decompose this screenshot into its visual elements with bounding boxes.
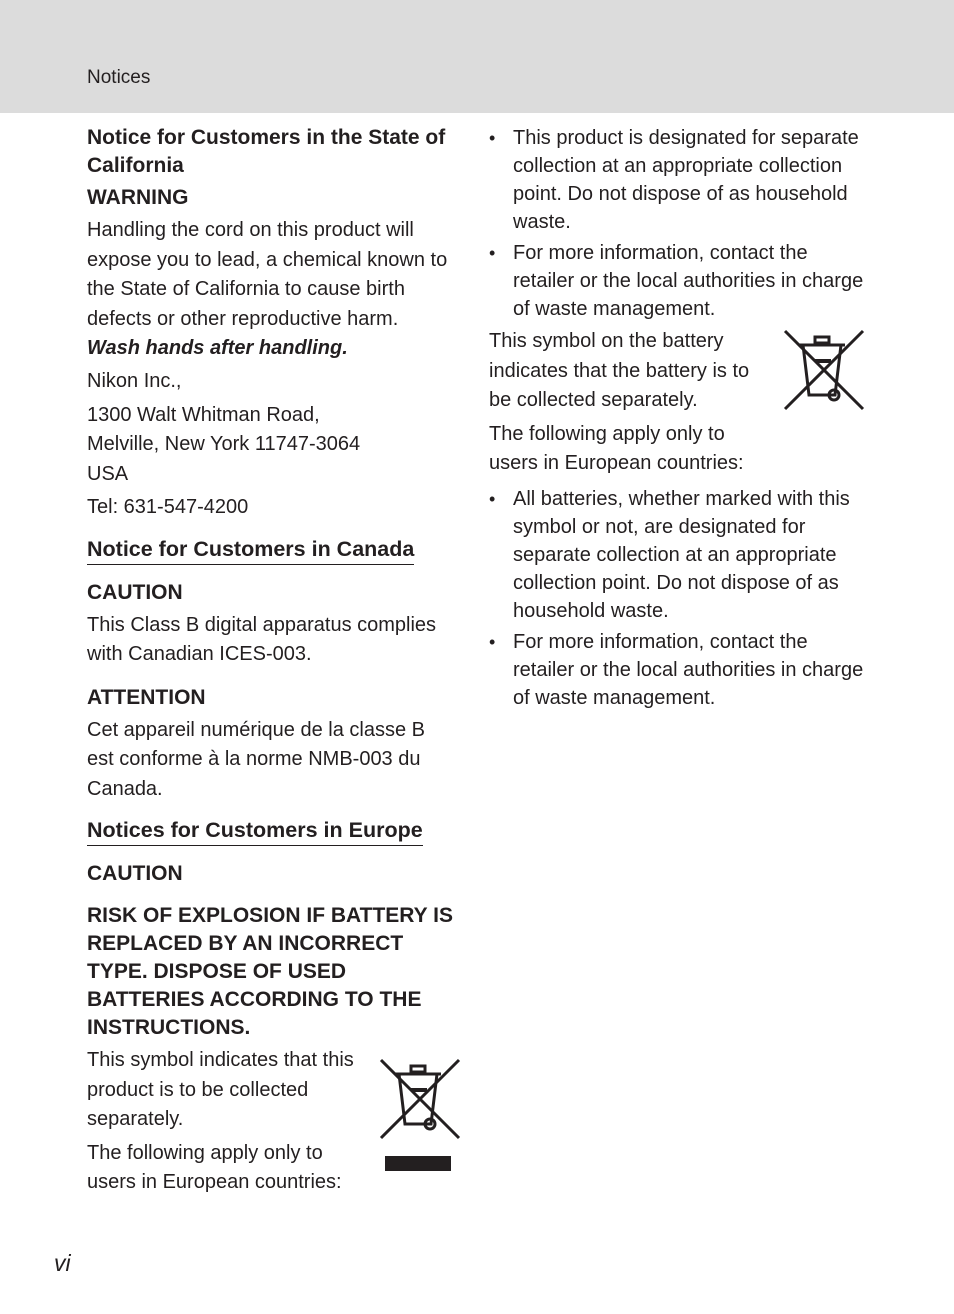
attention-label: ATTENTION (87, 685, 206, 709)
list-item: • For more information, contact the retailer or the local authorities in charge of waste management. (489, 628, 869, 712)
address-line-2: Melville, New York 11747-3064 (87, 433, 361, 455)
address-line-1: 1300 Walt Whitman Road, (87, 403, 320, 426)
crossed-out-wheeled-bin-icon (781, 329, 867, 415)
california-heading: Notice for Customers in the State of California (87, 126, 446, 177)
battery-symbol-text: This symbol on the battery indicates that the battery is to be collected separately. (489, 330, 750, 411)
attention-text: Cet appareil numérique de la classe B est conforme à la norme NMB-003 du Canada. (87, 718, 425, 800)
canada-caution-text: This Class B digital apparatus complies with Canadian ICES-003. (87, 613, 437, 665)
company-name: Nikon Inc., (87, 370, 182, 392)
right-column (489, 124, 869, 715)
left-column (87, 124, 467, 1196)
crossed-out-wheeled-bin-icon (377, 1058, 463, 1174)
wash-hands-text: Wash hands after handling. (87, 337, 348, 359)
product-apply-text: The following apply only to users in European countries: (87, 1141, 342, 1193)
bullet-icon: • (489, 128, 496, 148)
battery-bullet-list (489, 485, 869, 712)
header-band (0, 0, 954, 113)
product-symbol-block (87, 1046, 467, 1196)
page-number: vi (54, 1250, 71, 1276)
product-symbol-text: This symbol indicates that this product is to be collected separately. (87, 1049, 354, 1130)
canada-heading: Notice for Customers in Canada (87, 535, 414, 565)
list-item: • All batteries, whether marked with this symbol or not, are designated for separate collection at an appropriate collection point. Do not dispose of as household waste. (489, 485, 869, 625)
europe-caution-label: CAUTION (87, 862, 183, 885)
battery-apply-text: The following apply only to users in European countries: (489, 422, 744, 474)
address-line-3: USA (87, 462, 129, 485)
risk-warning-text: RISK OF EXPLOSION IF BATTERY IS REPLACED BY AN INCORRECT TYPE. DISPOSE OF USED BATTERIES ACCORDING TO THE INSTRUCTIONS. (87, 904, 453, 1039)
section-title: Notices (87, 67, 151, 88)
telephone: Tel: 631-547-4200 (87, 496, 249, 518)
bullet-icon: • (489, 488, 496, 509)
list-item: • For more information, contact the retailer or the local authorities in charge of waste management. (489, 239, 869, 323)
battery-symbol-block (489, 327, 869, 479)
product-bullet-list (489, 124, 869, 323)
bullet-icon: • (489, 631, 496, 652)
list-item: • This product is designated for separate collection at an appropriate collection point. Do not dispose of as household waste. (489, 124, 869, 236)
warning-text: Handling the cord on this product will expose you to lead, a chemical known to the State of California to cause birth defects or other reproductive harm. (87, 219, 448, 330)
canada-caution-label: CAUTION (87, 580, 183, 604)
bullet-icon: • (489, 243, 496, 263)
warning-label: WARNING (87, 186, 189, 209)
europe-heading: Notices for Customers in Europe (87, 816, 423, 846)
